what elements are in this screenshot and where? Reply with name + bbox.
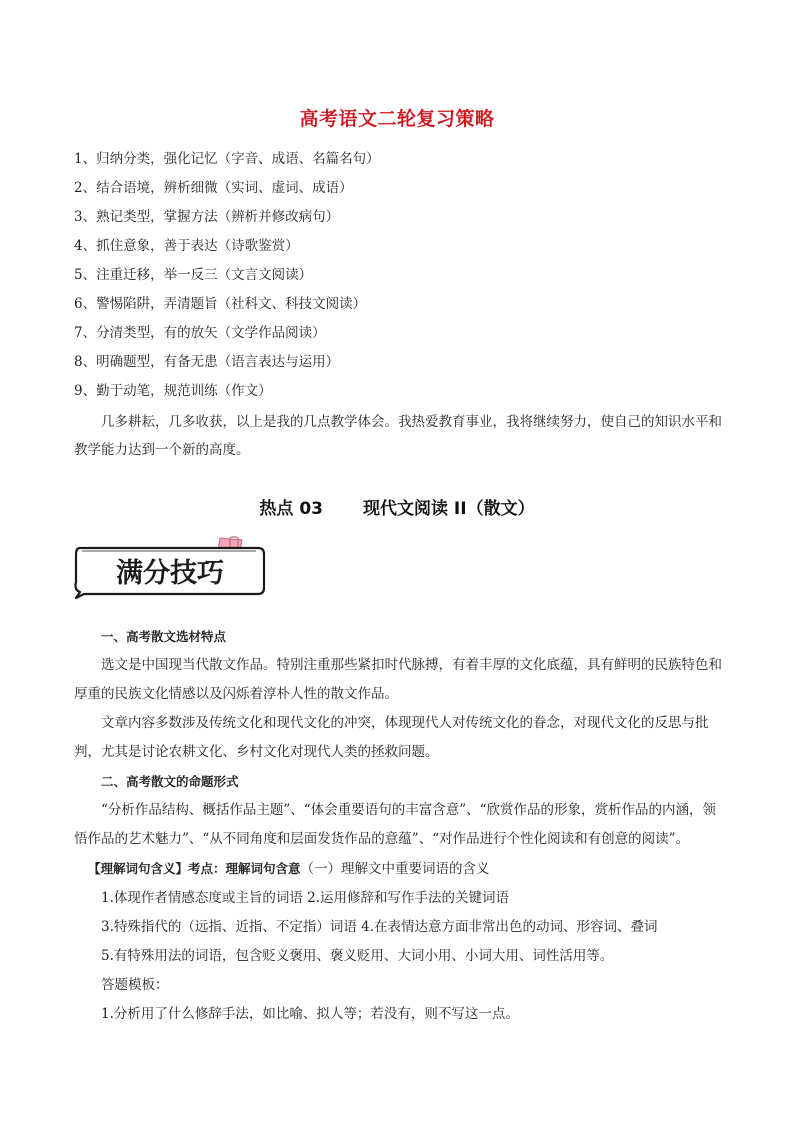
list-item: 1.体现作者情感态度或主旨的词语 2.运用修辞和写作手法的关键词语 — [101, 890, 510, 906]
list-item: 1、归纳分类，强化记忆（字音、成语、名篇名句） — [74, 151, 380, 167]
paragraph: 文章内容多数涉及传统文化和现代文化的冲突，体现现代人对传统文化的眷念，对现代文化的反思与批判，尤其是讨论农耕文化、乡村文化对现代人类的拯救问题。 — [74, 715, 709, 760]
page-title: 高考语文二轮复习策略 — [299, 108, 495, 130]
list-item: 2、结合语境，辨析细微（实词、虚词、成语） — [74, 180, 353, 196]
hotspot-topic: 现代文阅读 II（散文） — [363, 499, 535, 519]
exam-point-detail: （一）理解文中重要词语的含义 — [300, 861, 490, 877]
strategy-list — [74, 148, 734, 409]
paragraph: “分析作品结构、概括作品主题”、“体会重要语句的丰富含意”、“欣赏作品的形象，赏析作品的内涵，领悟作品的艺术魅力”、“从不同角度和层面发货作品的意蕴”、“对作品进行个性化阅读和有创意的阅读”。 — [74, 802, 717, 847]
banner-text: 满分技巧 — [116, 558, 224, 589]
hotspot-label: 热点 03 — [259, 499, 323, 519]
closing-paragraph — [74, 408, 724, 464]
list-item: 6、警惕陷阱，弄清题旨（社科文、科技文阅读） — [74, 296, 367, 312]
template-label: 答题模板： — [101, 977, 169, 993]
list-item: 1.分析用了什么修辞手法，如比喻、拟人等；若没有，则不写这一点。 — [101, 1006, 519, 1022]
main-content — [74, 622, 728, 1029]
list-item: 9、勤于动笔，规范训练（作文） — [74, 383, 272, 399]
list-item: 5、注重迁移，举一反三（文言文阅读） — [74, 267, 313, 283]
list-item: 4、抓住意象，善于表达（诗歌鉴赏） — [74, 238, 299, 254]
list-item: 3.特殊指代的（远指、近指、不定指）词语 4.在表情达意方面非常出色的动词、形容词、叠词 — [101, 919, 658, 935]
exam-point-tag: 【理解词句含义】考点：理解词句含意 — [88, 861, 301, 876]
list-item: 7、分清类型，有的放矢（文学作品阅读） — [74, 325, 326, 341]
list-item: 3、熟记类型，掌握方法（辨析并修改病句） — [74, 209, 340, 225]
list-item: 5.有特殊用法的词语，包含贬义褒用、褒义贬用、大词小用、小词大用、词性活用等。 — [101, 948, 614, 964]
list-item: 8、明确题型，有备无患（语言表达与运用） — [74, 354, 340, 370]
full-score-tips-banner — [70, 536, 270, 602]
exam-point-line — [74, 854, 728, 884]
section-heading: 一、高考散文选材特点 — [101, 629, 227, 644]
paragraph: 选文是中国现当代散文作品。特别注重那些紧扣时代脉搏，有着丰厚的文化底蕴，具有鲜明的民族特色和厚重的民族文化情感以及闪烁着淳朴人性的散文作品。 — [74, 657, 722, 702]
section-heading: 二、高考散文的命题形式 — [101, 774, 239, 789]
closing-text: 几多耕耘，几多收获，以上是我的几点教学体会。我热爱教育事业，我将继续努力，使自己的知识水平和教学能力达到一个新的高度。 — [74, 414, 722, 458]
banner-frame-icon — [70, 536, 270, 602]
hotspot-heading — [0, 494, 794, 519]
